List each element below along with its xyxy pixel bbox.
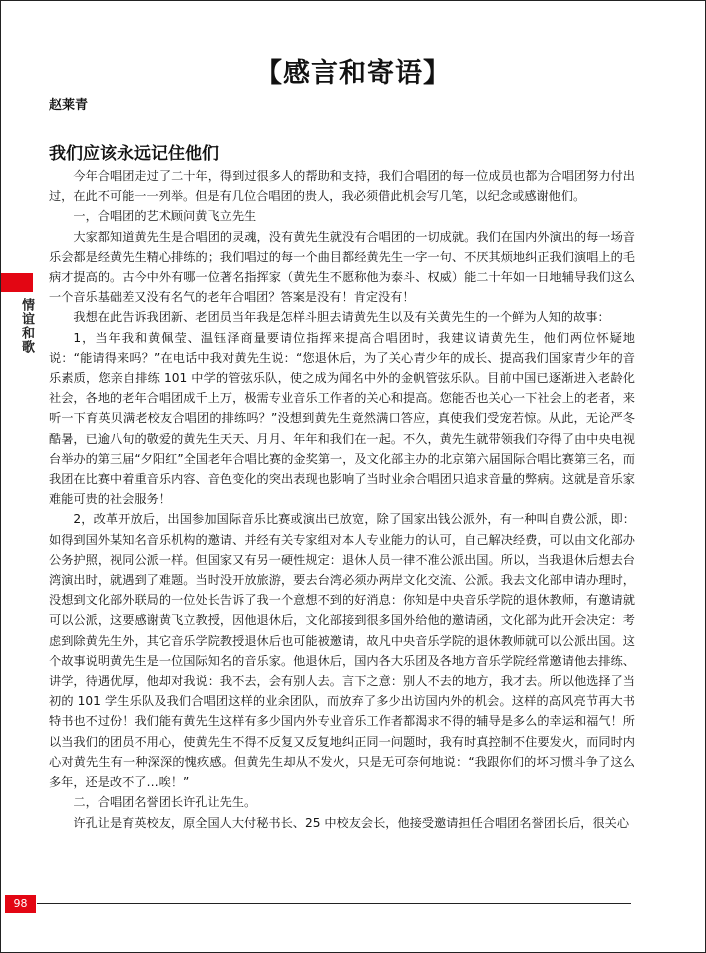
footer-divider (37, 903, 631, 904)
section-title: 我们应该永远记住他们 (49, 144, 219, 164)
page-number: 98 (5, 895, 36, 913)
paragraph: 一，合唱团的艺术顾问黄飞立先生 (73, 209, 257, 224)
paragraph: 大家都知道黄先生是合唱团的灵魂，没有黄先生就没有合唱团的一切成就。我们在国内外演出的每一场音乐会都是经黄先生精心排练的；我们唱过的每一个曲目都经黄先生一字一句、不厌其烦地纠正我们演唱上的毛病才提高的。古今中外有哪一位著名指挥家（黄先生不愿称他为泰斗、权威）能二十年如一日地辅导我们这么一个音乐基础差又没有名气的老年合唱团？答案是没有！肯定没有！ (49, 229, 635, 305)
article-body (49, 166, 635, 833)
paragraph: 许孔让是育英校友，原全国人大付秘书长、25 中校友会长，他接受邀请担任合唱团名誉团长后，很关心 (73, 815, 630, 830)
paragraph: 1，当年我和黄佩莹、温钰泽商量要请位指挥来提高合唱团时，我建议请黄先生，他们两位怀疑地说：“能请得来吗？”在电话中我对黄先生说：“您退休后，为了关心青少年的成长、提高我们国家青少年的音乐素质，您亲自排练 101 中学的管弦乐队，使之成为闻名中外的金帆管弦乐队。目前中国已逐渐进入老龄化社会，各地的老年合唱团成千上万，极需专业音乐工作者的关心和提高。您能否也关心一下社会上的老者，来听一下育英贝满老校友合唱团的排练吗？”没想到黄先生竟然满口答应，真使我们受宠若惊。从此，无论严冬酷暑，已逾八旬的敬爱的黄先生天天、月月、年年和我们在一起。不久，黄先生就带领我们夺得了由中央电视台举办的第三届“夕阳红”全国老年合唱比赛的金奖第一，及文化部主办的北京第六届国际合唱比赛第三名，而我团在比赛中着重音乐内容、音色变化的突出表现也影响了当时业余合唱团只追求音量的弊病。这就是音乐家难能可贵的社会服务！ (49, 330, 635, 507)
side-section-label: 情谊和歌 (19, 298, 34, 354)
side-tab-marker (1, 273, 33, 292)
paragraph: 我想在此告诉我团新、老团员当年我是怎样斗胆去请黄先生以及有关黄先生的一个鲜为人知的故事： (73, 310, 610, 325)
paragraph: 今年合唱团走过了二十年，得到过很多人的帮助和支持，我们合唱团的每一位成员也都为合唱团努力付出过，在此不可能一一列举。但是有几位合唱团的贵人，我必须借此机会写几笔，以纪念或感谢他们。 (49, 169, 635, 204)
main-title: 【感言和寄语】 (255, 58, 451, 89)
author-name: 赵莱青 (49, 98, 89, 113)
paragraph: 2，改革开放后，出国参加国际音乐比赛或演出已放宽，除了国家出钱公派外，有一种叫自费公派，即：如得到国外某知名音乐机构的邀请、并经有关专家组对本人专业能力的认可，自己解决经费，可以由文化部办公务护照，视同公派一样。但国家又有另一硬性规定：退休人员一律不准公派出国。所以，当我退休后想去台湾演出时，就遇到了难题。当时没开放旅游，要去台湾必须办两岸文化交流、公派。我去文化部申请办理时，没想到文化部外联局的一位处长告诉了我一个意想不到的好消息：你知是中央音乐学院的退休教师，有邀请就可以公派，这要感谢黄飞立教授，因他退休后，文化部接到很多国外给他的邀请函，文化部为此开会决定：考虑到除黄先生外，其它音乐学院教授退休后也可能被邀请，故凡中央音乐学院的退休教师就可以公派出国。这个故事说明黄先生是一位国际知名的音乐家。他退休后，国内各大乐团及各地方音乐学院经常邀请他去排练、讲学，待遇优厚，他却对我说：我不去，会有别人去。言下之意：别人不去的地方，我才去。所以他选择了当初的 101 学生乐队及我们合唱团这样的业余团队，而放弃了多少出访国内外的机会。这样的高风亮节再大书特书也不过份！我们能有黄先生这样有多少国内外专业音乐工作者都渴求不得的辅导是多么的幸运和福气！所以当我们的团员不用心，使黄先生不得不反复又反复地纠正同一问题时，我有时真控制不住要发火，而同时内心对黄先生有一种深深的愧疚感。但黄先生却从不发火，只是无可奈何地说：“我跟你们的坏习惯斗争了这么多年，还是改不了…唉！” (49, 512, 635, 790)
paragraph: 二，合唱团名誉团长许孔让先生。 (73, 795, 257, 810)
